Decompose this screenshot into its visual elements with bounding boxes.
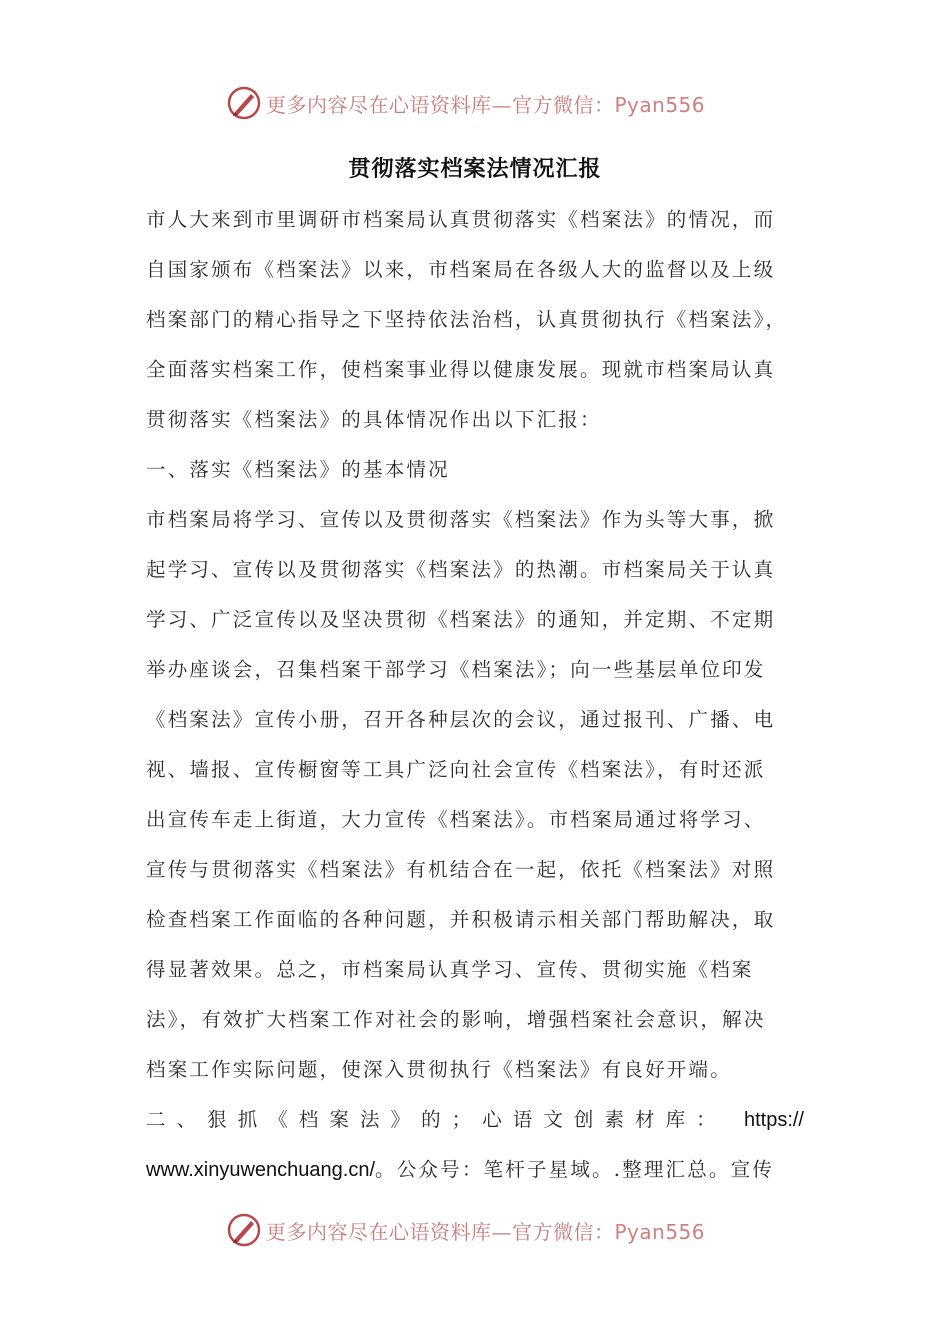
website-link[interactable]: www.xinyuwenchuang.cn/ (146, 1159, 376, 1181)
pen-logo-icon (226, 1212, 262, 1248)
paragraph-line: 档案部门的精心指导之下坚持依法治档，认真贯彻执行《档案法》， (146, 308, 788, 331)
header-banner (226, 83, 746, 123)
paragraph-line: 检查档案工作面临的各种问题，并积极请示相关部门帮助解决，取 (146, 908, 776, 931)
banner-slogan: 更多内容尽在心语资料库—官方微信： (266, 1219, 615, 1244)
paragraph-line: 法》，有效扩大档案工作对社会的影响，增强档案社会意识，解决 (146, 1008, 766, 1031)
footer-banner (226, 1210, 746, 1250)
paragraph-line: 市档案局将学习、宣传以及贯彻落实《档案法》作为头等大事，掀 (146, 508, 776, 531)
website-link-start[interactable]: https:// (743, 1109, 804, 1131)
banner-wechat-id: Pyan556 (614, 92, 706, 117)
paragraph-text: 。公众号：笔杆子星域。.整理汇总。宣传 (375, 1158, 775, 1181)
paragraph-line: 贯彻落实《档案法》的具体情况作出以下汇报： (146, 408, 602, 431)
paragraph-line (146, 1095, 804, 1145)
paragraph-line: 市人大来到市里调研市档案局认真贯彻落实《档案法》的情况，而 (146, 208, 776, 231)
banner-text (266, 89, 705, 118)
paragraph-line: 全面落实档案工作，使档案事业得以健康发展。现就市档案局认真 (146, 358, 776, 381)
pen-logo-icon (226, 85, 262, 121)
section-heading: 一、落实《档案法》的基本情况 (146, 458, 450, 481)
paragraph-line: 出宣传车走上街道，大力宣传《档案法》。市档案局通过将学习、 (146, 808, 766, 831)
banner-text (266, 1216, 705, 1245)
paragraph-line: 档案工作实际问题，使深入贯彻执行《档案法》有良好开端。 (146, 1058, 732, 1081)
paragraph-line: 学习、广泛宣传以及坚决贯彻《档案法》的通知，并定期、不定期 (146, 608, 776, 631)
paragraph-line: 自国家颁布《档案法》以来，市档案局在各级人大的监督以及上级 (146, 258, 776, 281)
banner-wechat-id: Pyan556 (614, 1219, 706, 1244)
paragraph-line: 《档案法》宣传小册，召开各种层次的会议，通过报刊、广播、电 (146, 708, 776, 731)
banner-slogan: 更多内容尽在心语资料库—官方微信： (266, 92, 615, 117)
paragraph-line: 起学习、宣传以及贯彻落实《档案法》的热潮。市档案局关于认真 (146, 558, 776, 581)
paragraph-line: 视、墙报、宣传橱窗等工具广泛向社会宣传《档案法》，有时还派 (146, 758, 766, 781)
section-heading-text: 二、狠抓《档案法》的；心语文创素材库： (146, 1108, 727, 1131)
paragraph-line: 举办座谈会，召集档案干部学习《档案法》；向一些基层单位印发 (146, 658, 766, 681)
paragraph-line (146, 1145, 804, 1195)
paragraph-line: 宣传与贯彻落实《档案法》有机结合在一起，依托《档案法》对照 (146, 858, 776, 881)
document-body (146, 195, 804, 1195)
paragraph-line: 得显著效果。总之，市档案局认真学习、宣传、贯彻实施《档案 (146, 958, 754, 981)
document-title: 贯彻落实档案法情况汇报 (348, 157, 602, 182)
